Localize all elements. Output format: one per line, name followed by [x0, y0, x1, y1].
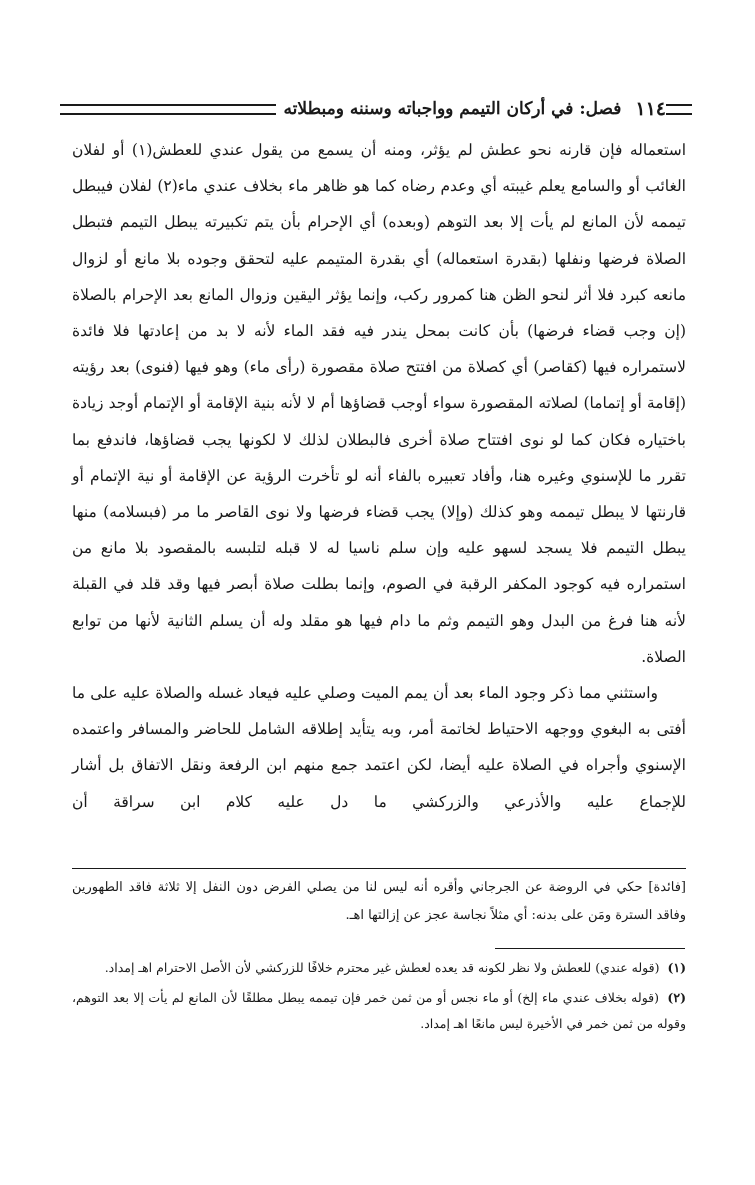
- footnote-marker: (٢): [667, 990, 686, 1005]
- page-number: ١١٤: [635, 98, 666, 120]
- footnote: [72, 955, 686, 981]
- header-rule-left: [60, 104, 276, 115]
- main-text: [72, 132, 686, 820]
- running-header: [60, 96, 692, 122]
- footnote-separator-short: [495, 948, 685, 949]
- footnote-marker: (١): [667, 960, 686, 975]
- paragraph: استعماله فإن قارنه نحو عطش لم يؤثر، ومنه أن يسمع من يقول عندي للعطش(١) أو لفلان الغائب أو والسامع يعلم غيبته أي وعدم رضاه كما هو ظاهر ماء بخلاف عندي ماء(٢) لفلان فيبطل تيممه لأن المانع لم يأت إلا بعد التوهم (وبعده) أي الإحرام بأن يتم تكبيرته يبطل التيمم فتبطل الصلاة فرضها ونفلها (بقدرة استعماله) أي بقدرة المتيمم عليه لتحقق وجوده بلا مانع أو لزوال مانعه كبرد فلا أثر لنحو الظن هنا كمرور ركب، وإنما يؤثر اليقين وزوال المانع بعد الإحرام بالصلاة (إن وجب قضاء فرضها) بأن كانت بمحل يندر فيه فقد الماء لأنه لا بد من إعادتها فلا فائدة لاستمراره فيها (كقاصر) أي كصلاة من افتتح صلاة مقصورة (رأى ماء) وهو فيها (فنوى) بعد رؤيته (إقامة أو إتماما) لصلاته المقصورة سواء أوجب قضاؤها أم لا لأنه بنية الإقامة أو الإتمام أوجد زيادة باختياره فكان كما لو نوى افتتاح صلاة أخرى فالبطلان لذلك لا لكونها يجب قضاؤها، فاندفع بما تقرر ما للإسنوي وغيره هنا، وأفاد تعبيره بالفاء أنه لو تأخرت الرؤية عن الإقامة أو نية الإتمام أو قارنتها لا يبطل تيممه وهو كذلك (وإلا) يجب قضاء فرضها ولا نوى القاصر ما مر (فبسلامه) منها يبطل التيمم فلا يسجد لسهو عليه وإن سلم ناسيا له لا قبله لتلبسه بالمقصود بلا مانع من استمراره فيه كوجود المكفر الرقبة في الصوم، وإنما بطلت صلاة أبصر فيها وقد قلد في القبلة لأنه هنا فرغ من البدل وهو التيمم وثم ما دام فيها هو مقلد وله أن يسلم الثانية لأنها من توابع الصلاة.: [72, 141, 686, 666]
- chapter-title: فصل: في أركان التيمم وواجباته وسننه ومبطلاته: [283, 99, 622, 119]
- footnote-separator: [72, 868, 686, 869]
- header-rule-right: [666, 104, 692, 115]
- footnote-text: (قوله عندي) للعطش ولا نظر لكونه قد يعده لعطش غير محترم خلافًا للزركشي لأن الأصل الاحترام اهـ إمداد.: [104, 960, 660, 975]
- footnote: [72, 985, 686, 1037]
- footnote-text: (قوله بخلاف عندي ماء إلخ) أو ماء نجس أو من ثمن خمر فإن تيممه يبطل مطلقًا لأن المانع لم يأت إلا بعد التوهم، وقوله من ثمن خمر في الأخيرة ليس مانعًا اهـ إمداد.: [72, 990, 686, 1031]
- paragraph: واستثني مما ذكر وجود الماء بعد أن يمم الميت وصلي عليه فيعاد غسله والصلاة عليه على ما أفتى به البغوي ووجهه الاحتياط لخاتمة أمر، وبه يتأيد إطلاقه الشامل للحاضر والمسافر واعتمده الإسنوي وأجراه في الصلاة عليه أيضا، لكن اعتمد جمع منهم ابن الرفعة ونقل الاتفاق بل أشار للإجماع عليه والأذرعي والزركشي ما دل عليه كلام ابن سراقة أن: [72, 684, 686, 811]
- footnotes: [72, 955, 686, 1041]
- benefit-note: [فائدة] حكي في الروضة عن الجرجاني وأقره أنه ليس لنا من يصلي الفرض دون النفل إلا ثلاثة فاقد الطهورين وفاقد السترة ومَن على بدنه: أي مثلاً نجاسة عجز عن إزالتها اهـ.: [72, 880, 686, 923]
